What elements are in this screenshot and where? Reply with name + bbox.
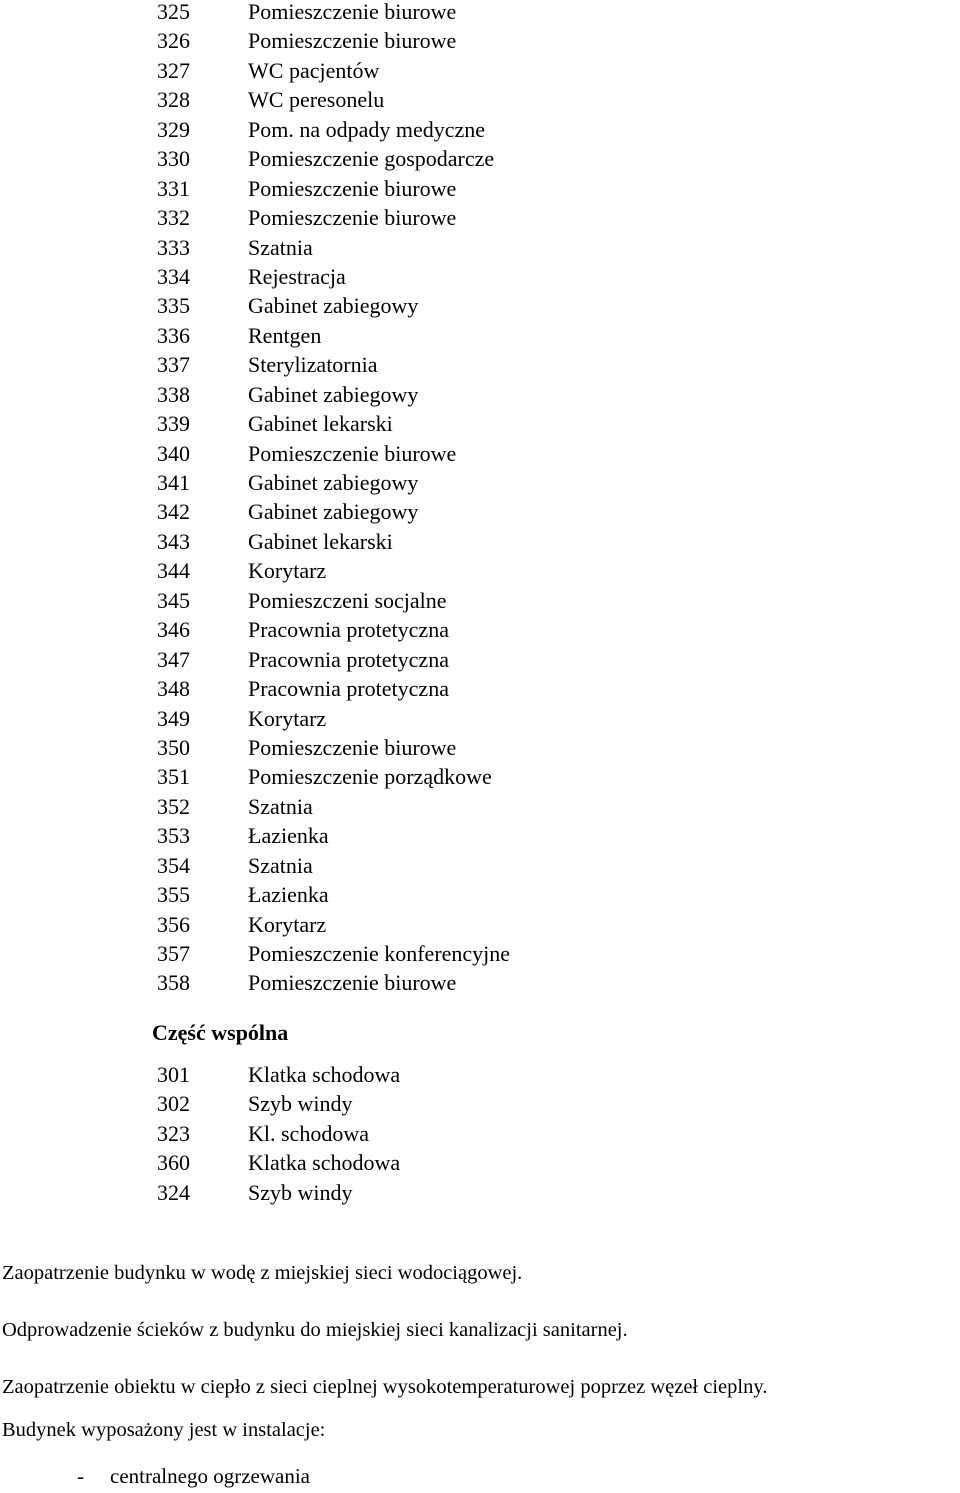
room-number: 352: [157, 793, 190, 819]
room-name: Pracownia protetyczna: [248, 617, 449, 643]
installation-text: centralnego ogrzewania: [110, 1464, 310, 1488]
room-number: 328: [157, 87, 190, 113]
room-number: 301: [157, 1062, 190, 1087]
room-name: Sterylizatornia: [248, 352, 378, 378]
room-name: Gabinet lekarski: [248, 528, 393, 554]
room-number: 324: [157, 1179, 190, 1205]
room-number: 346: [157, 617, 190, 643]
room-number: 343: [157, 528, 190, 554]
room-name: Gabinet lekarski: [248, 411, 393, 437]
room-name: Pomieszczenie biurowe: [248, 175, 457, 201]
room-number: 327: [157, 57, 190, 83]
room-number: 351: [157, 764, 190, 790]
room-number: 357: [157, 941, 190, 966]
room-name: Gabinet zabiegowy: [248, 381, 419, 407]
room-number: 339: [157, 411, 190, 437]
room-name: Szatnia: [248, 852, 313, 878]
room-number: 329: [157, 116, 190, 142]
room-name: Rejestracja: [248, 263, 346, 289]
dash-bullet: -: [77, 1464, 84, 1488]
room-number: 302: [157, 1091, 190, 1117]
room-number: 336: [157, 322, 190, 348]
paragraph-water-supply: Zaopatrzenie budynku w wodę z miejskiej sieci wodociągowej.: [2, 1262, 523, 1284]
room-name: Gabinet zabiegowy: [248, 293, 419, 319]
room-number: 347: [157, 646, 190, 672]
room-name: Pom. na odpady medyczne: [248, 116, 486, 142]
room-name: Korytarz: [248, 705, 327, 731]
room-number: 354: [157, 852, 190, 878]
room-number: 348: [157, 676, 190, 702]
room-number: 325: [157, 0, 190, 24]
section-heading-common: Część wspólna: [152, 1020, 289, 1045]
room-number: 356: [157, 911, 190, 937]
room-name: Pracownia protetyczna: [248, 646, 449, 672]
room-name: Pomieszczeni socjalne: [248, 587, 447, 613]
room-number: 323: [157, 1120, 190, 1146]
room-number: 360: [157, 1150, 190, 1176]
room-number: 344: [157, 558, 190, 584]
room-number: 333: [157, 234, 190, 260]
room-name: Pracownia protetyczna: [248, 676, 449, 702]
room-number: 338: [157, 381, 190, 407]
room-name: Pomieszczenie biurowe: [248, 440, 457, 466]
room-number: 358: [157, 970, 190, 996]
room-name: Łazienka: [248, 823, 329, 849]
room-number: 341: [157, 470, 190, 495]
room-number: 337: [157, 352, 190, 378]
room-number: 342: [157, 499, 190, 525]
room-name: Pomieszczenie porządkowe: [248, 764, 492, 790]
room-name: Korytarz: [248, 911, 327, 937]
room-name: Gabinet zabiegowy: [248, 470, 419, 495]
room-name: Pomieszczenie biurowe: [248, 28, 457, 54]
room-name: Szyb windy: [248, 1091, 353, 1117]
room-name: Gabinet zabiegowy: [248, 499, 419, 525]
room-name: Pomieszczenie biurowe: [248, 970, 457, 996]
room-number: 345: [157, 587, 190, 613]
room-name: Szyb windy: [248, 1179, 353, 1205]
room-name: Łazienka: [248, 882, 329, 908]
room-number: 340: [157, 440, 190, 466]
room-name: Szatnia: [248, 793, 313, 819]
room-number: 330: [157, 146, 190, 172]
room-name: WC peresonelu: [248, 87, 385, 113]
room-name: WC pacjentów: [248, 57, 380, 83]
room-number: 332: [157, 205, 190, 231]
room-number: 335: [157, 293, 190, 319]
room-number: 353: [157, 823, 190, 849]
room-name: Pomieszczenie konferencyjne: [248, 941, 511, 966]
room-number: 355: [157, 882, 190, 908]
paragraph-installations-intro: Budynek wyposażony jest w instalacje:: [2, 1419, 326, 1441]
room-name: Szatnia: [248, 234, 313, 260]
room-number: 349: [157, 705, 190, 731]
room-name: Klatka schodowa: [248, 1150, 401, 1176]
room-number: 326: [157, 28, 190, 54]
room-number: 331: [157, 175, 190, 201]
room-number: 334: [157, 263, 190, 289]
room-name: Korytarz: [248, 558, 327, 584]
room-name: Pomieszczenie biurowe: [248, 0, 457, 24]
room-name: Klatka schodowa: [248, 1062, 401, 1087]
room-name: Rentgen: [248, 322, 322, 348]
room-name: Pomieszczenie biurowe: [248, 205, 457, 231]
room-number: 350: [157, 734, 190, 760]
room-name: Pomieszczenie biurowe: [248, 734, 457, 760]
paragraph-sewage: Odprowadzenie ścieków z budynku do miejskiej sieci kanalizacji sanitarnej.: [2, 1319, 628, 1341]
room-name: Pomieszczenie gospodarcze: [248, 146, 495, 172]
paragraph-heat-supply: Zaopatrzenie obiektu w ciepło z sieci cieplnej wysokotemperaturowej poprzez węzeł cieplny.: [2, 1376, 768, 1398]
room-name: Kl. schodowa: [248, 1120, 369, 1146]
